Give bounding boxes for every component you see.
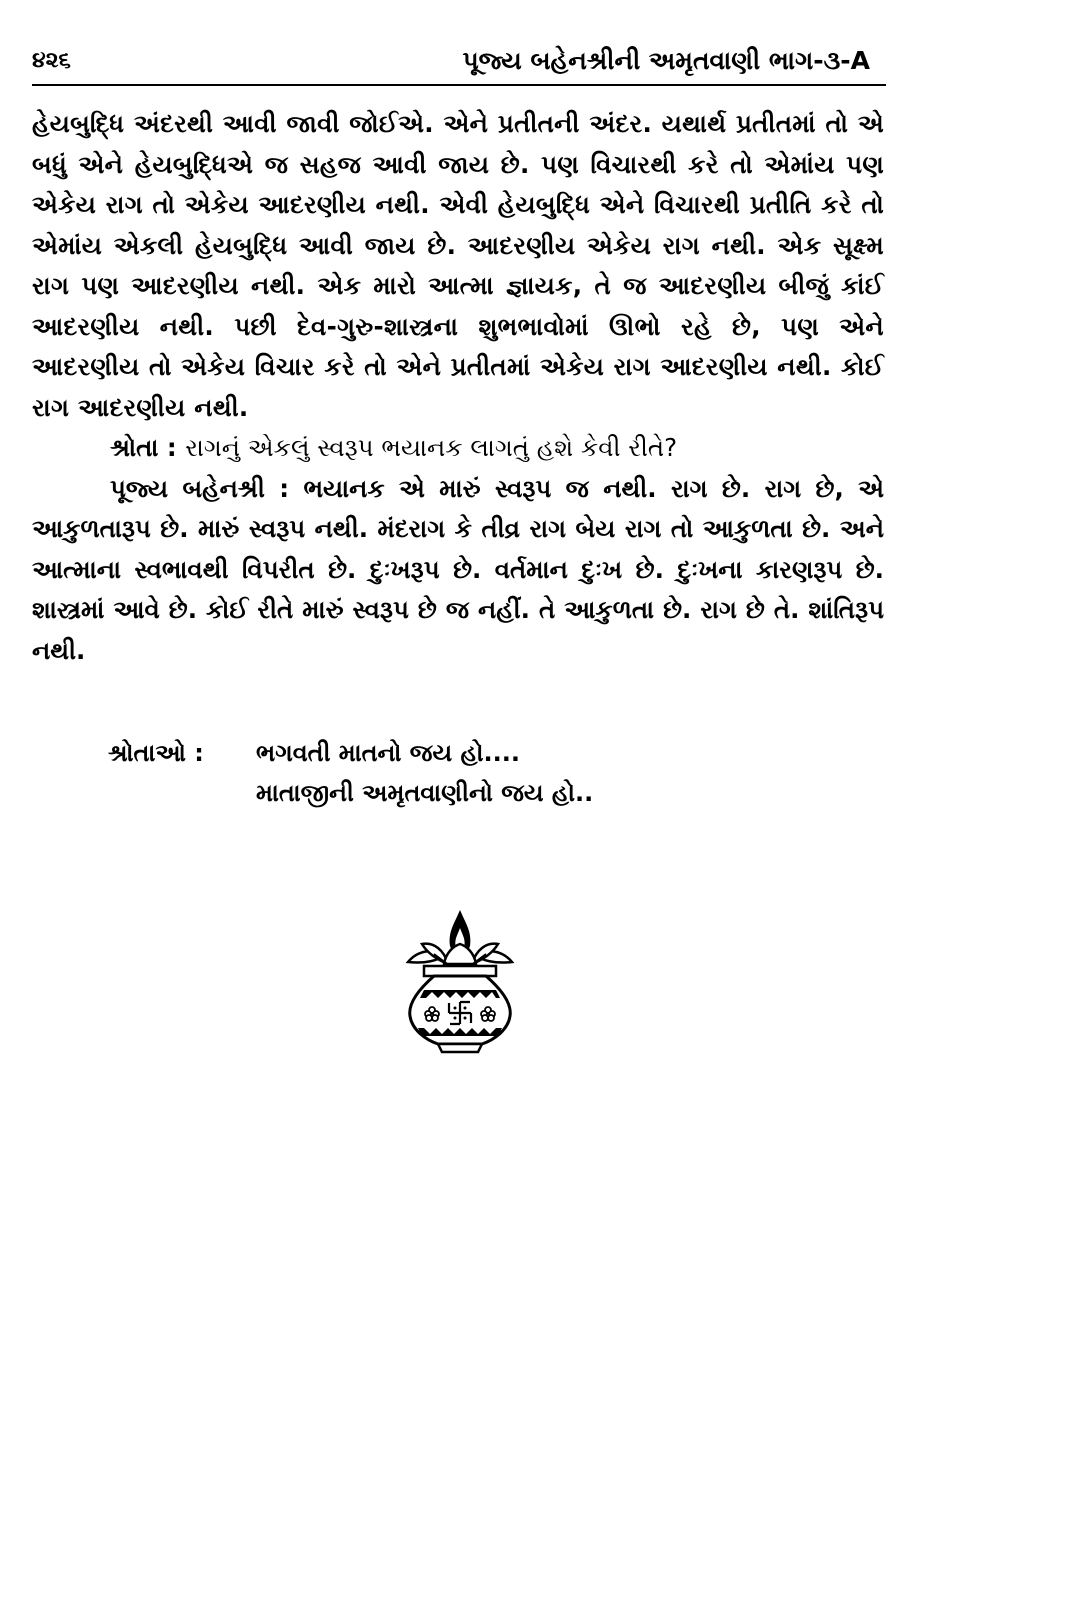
running-title: પૂજ્ય બહેનશ્રીની અમૃતવાણી ભાગ-૩-A bbox=[462, 46, 870, 75]
page-number: ૪૨૬ bbox=[32, 48, 71, 73]
closing-row-2 bbox=[108, 773, 593, 813]
answer-speaker: પૂજ્ય બહેનશ્રી : bbox=[110, 473, 290, 503]
closing-salutation bbox=[108, 733, 593, 813]
closing-row-1 bbox=[108, 733, 593, 773]
question-speaker: શ્રોતા : bbox=[110, 433, 177, 462]
closing-spacer bbox=[108, 773, 256, 813]
closing-speaker: શ્રોતાઓ : bbox=[108, 739, 204, 767]
question-text: રાગનું એકલું સ્વરૂપ ભયાનક લાગતું હશે કેવી રીતે? bbox=[185, 433, 678, 462]
closing-line-1: ભગવતી માતનો જય હો.... bbox=[256, 739, 521, 767]
closing-line-2: માતાજીની અમૃતવાણીનો જય હો.. bbox=[256, 779, 594, 807]
answer-paragraph bbox=[32, 469, 884, 672]
kalash-icon bbox=[404, 906, 516, 1056]
body-text bbox=[32, 104, 884, 671]
page-header bbox=[32, 46, 886, 86]
question-paragraph bbox=[32, 428, 884, 469]
answer-text: ભયાનક એ મારું સ્વરૂપ જ નથી. રાગ છે. રાગ છે, એ આકુળતારૂપ છે. મારું સ્વરૂપ નથી. મંદરાગ કે તીવ્ર રાગ બેય રાગ તો આકુળતા છે. અને આત્માના સ્વભાવથી વિપરીત છે. દુઃખરૂપ છે. વર્તમાન દુઃખ છે. દુઃખના કારણરૂપ છે. શાસ્ત્રમાં આવે છે. કોઈ રીતે મારું સ્વરૂપ છે જ નહીં. તે આકુળતા છે. રાગ છે તે. શાંતિરૂપ નથી. bbox=[32, 473, 885, 665]
paragraph-main: હેયબુદ્ધિ અંદરથી આવી જાવી જોઈએ. એને પ્રતીતની અંદર. યથાર્થ પ્રતીતમાં તો એ બધું એને હેયબુદ્ધિએ જ સહજ આવી જાય છે. પણ વિચારથી કરે તો એમાંય પણ એકેય રાગ તો એકેય આદરણીય નથી. એવી હેયબુદ્ધિ એને વિચારથી પ્રતીતિ કરે તો એમાંય એકલી હેયબુદ્ધિ આવી જાય છે. આદરણીય એકેય રાગ નથી. એક સૂક્ષ્મ રાગ પણ આદરણીય નથી. એક મારો આત્મા જ્ઞાયક, તે જ આદરણીય બીજું કાંઈ આદરણીય નથી. પછી દેવ-ગુરુ-શાસ્ત્રના શુભભાવોમાં ઊભો રહે છે, પણ એને આદરણીય તો એકેય વિચાર કરે તો એને પ્રતીતમાં એકેય રાગ આદરણીય નથી. કોઈ રાગ આદરણીય નથી. bbox=[32, 109, 884, 422]
